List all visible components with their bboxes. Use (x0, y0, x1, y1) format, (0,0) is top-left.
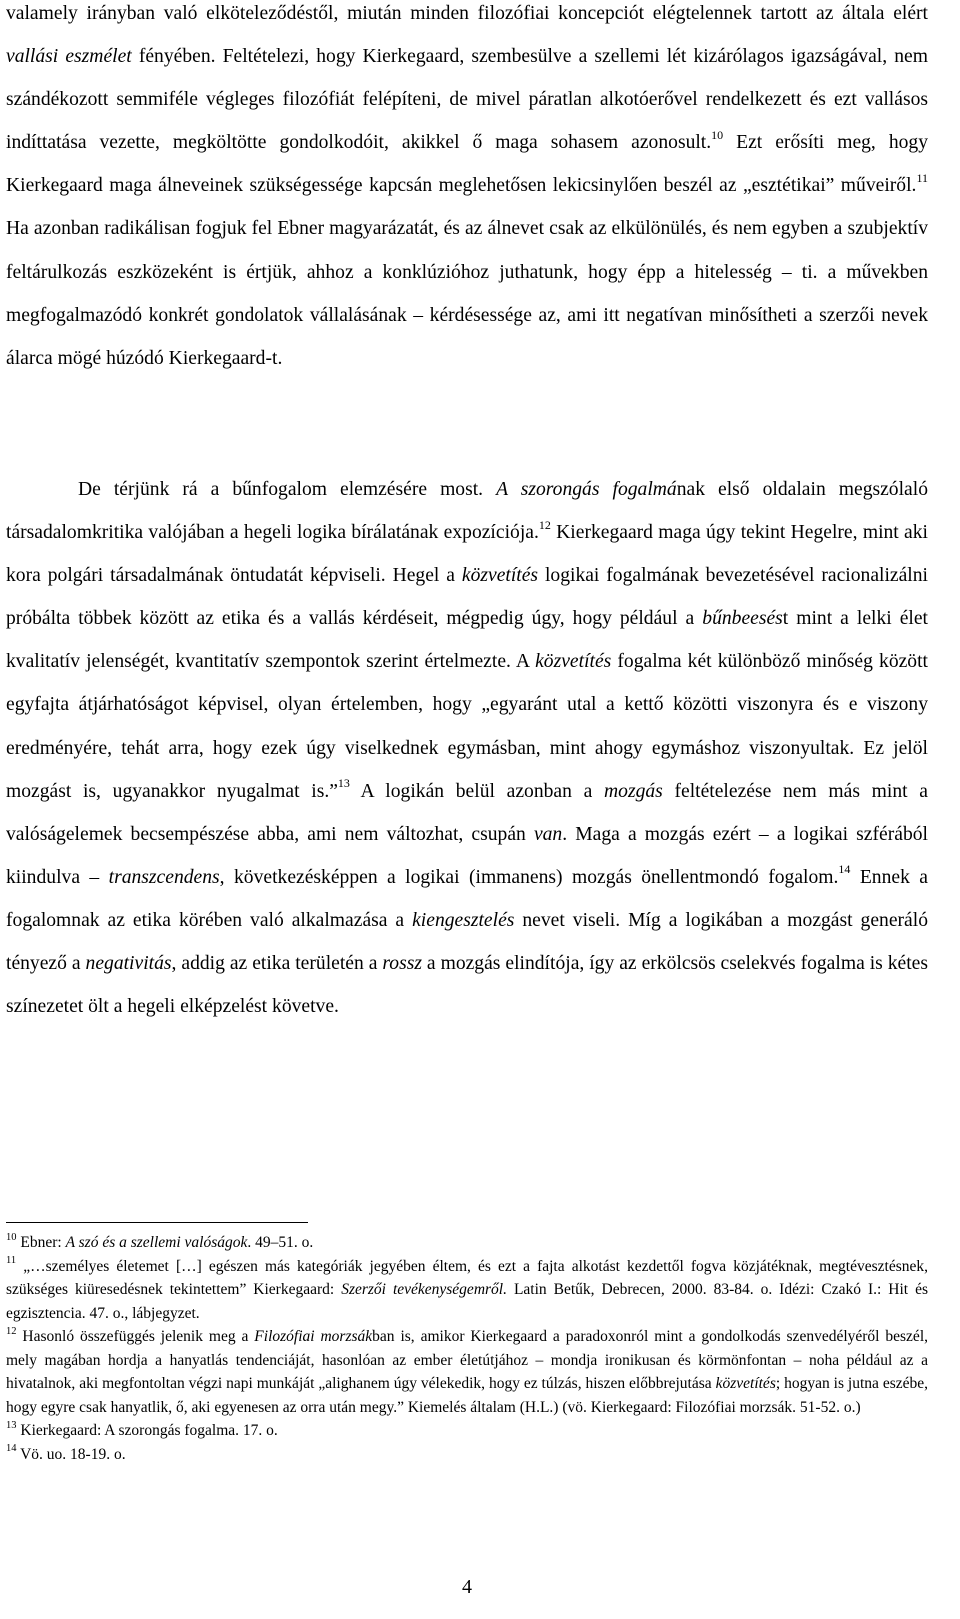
footnote-text: Hasonló összefüggés jelenik meg a (16, 1328, 255, 1345)
footnote-title: Filozófiai morzsák (254, 1328, 373, 1345)
text-run: valamely irányban való elköteleződéstől, miután minden filozófiai koncepciót elégtelennek tartott az általa elért (6, 3, 928, 24)
text-run: . Maga a mozgás ezért – a logikai szférából kiindulva – (6, 823, 928, 888)
text-run: , következésképpen a logikai (immanens) mozgás önellentmondó fogalom. (219, 866, 839, 888)
footnote-text: „…személyes életemet […] egészen más kategóriák jegyében éltem, és ezt a fajta alkotást kezdettől fogva közjátéknak, megtévesztésnek, szükséges kiüresedésnek tekintettem” Kierkegaard: (6, 1257, 928, 1298)
emphasis: transzcendens (108, 866, 220, 888)
emphasis: negativitás (85, 953, 172, 975)
text-run: Ezt erősíti meg, hogy Kierkegaard maga álneveinek szükségessége kapcsán meglehetősen lekicsinylően beszél az „esztétikai” műveiről. (6, 132, 929, 197)
emphasis: közvetítés (461, 565, 539, 587)
footnote-14 (6, 1443, 928, 1467)
footnote-ref-13: 13 (337, 776, 350, 791)
footnote-title: Szerzői tevékenységemről. (341, 1281, 507, 1298)
emphasis: van (533, 823, 563, 845)
text-run: Kierkegaard maga úgy tekint Hegelre, mint aki kora polgári társadalmának öntudatát képviseli. Hegel a (6, 522, 928, 587)
text-run: nevet viseli. Míg a logikában a mozgást generáló tényező a (6, 909, 928, 975)
text-run: nak első oldalain megszólaló társadalomkritika valójában a hegeli logika bírálatának expozíciója. (6, 479, 928, 544)
text-run: A logikán belül azonban a (349, 780, 604, 802)
text-run: De térjünk rá a bűnfogalom elemzésére most. (78, 479, 497, 500)
text-run: , addig az etika területén a (171, 953, 383, 975)
footnote-text: Ebner: (16, 1234, 66, 1251)
text-run: a mozgás elindítója, így az erkölcsös cselekvés fogalma is kétes színezetet ölt a hegeli elképzelést követve. (6, 953, 929, 1018)
text-run: fényében. Feltételezi, hogy Kierkegaard, szembesülve a szellemi lét kizárólagos igazságával, nem szándékozott semmiféle végleges filozófiát felépíteni, de mivel páratlan alkotóerővel rendelkezett és ezt vallásos indíttatása vezette, megköltötte gondolkodóit, akikkel ő maga sohasem azonosult. (6, 46, 928, 154)
footnote-text: Latin Betűk, Debrecen, 2000. 83-84. o. Idézi: Czakó I.: Hit és egzisztencia. 47. o., lábjegyzet. (6, 1281, 928, 1322)
footnote-13 (6, 1419, 928, 1443)
footnote-number: 14 (6, 1443, 17, 1455)
body-paragraph-1 (6, 0, 928, 380)
emphasis: közvetítés (715, 1375, 776, 1392)
emphasis: mozgás (604, 780, 663, 802)
footnote-number: 11 (6, 1255, 17, 1267)
footnote-separator (6, 1222, 308, 1223)
text-run: fogalma két különböző minőség között egyfajta átjárhatóságot képvisel, olyan értelemben, hogy „egyaránt utal a kettő közötti viszonyra és e viszony eredményére, tehát arra, hogy ezek úgy viselkednek egymásban, mint ahogy egymáshoz viszonyultak. Ez jelöl mozgást is, ugyanakkor nyugalmat is.” (6, 651, 928, 802)
footnote-ref-10: 10 (711, 127, 724, 142)
text-run: Ennek a fogalomnak az etika körében való alkalmazása a (6, 866, 928, 931)
emphasis: közvetítés (535, 651, 612, 673)
footnote-text: ban is, amikor Kierkegaard a paradoxonról mint a gondolkodás szenvedélyéről beszél, mely magában hordja a hanyatlás tendenciáját, hasonlóan az ember életútjához – mondja ironikusan és körmönfontan – noha például az a hivatalnok, aki megfontoltan végzi napi munkáját „alighanem úgy vélekedik, hogy ez túlzás, hiszen előbbrejutása (6, 1328, 928, 1392)
footnote-number: 10 (6, 1231, 17, 1243)
text-run: feltételezése nem más mint a valóságelemek becsempészése abba, ami nem változhat, csupán (6, 780, 928, 845)
footnote-ref-14: 14 (838, 862, 851, 877)
footnote-text: ; hogyan is jutna eszébe, hogy egyre csak hanyatlik, ő, aki egyenesen az orra után megy.” Kiemelés általam (H.L.) (vö. Kierkegaard: Filozófiai morzsák. 51-52. o.) (6, 1375, 928, 1416)
footnote-12 (6, 1325, 928, 1419)
footnote-number: 12 (6, 1325, 17, 1337)
page-number: 4 (462, 1576, 472, 1598)
emphasis: rossz (382, 953, 422, 975)
emphasis: bűnbeesés (702, 608, 783, 630)
footnote-number: 13 (6, 1419, 17, 1431)
emphasis: vallási eszmélet (6, 46, 132, 68)
footnote-10 (6, 1231, 928, 1255)
emphasis: kiengesztelés (412, 909, 515, 931)
footnote-11 (6, 1255, 928, 1326)
text-run: logikai fogalmának bevezetésével racionalizálni próbálta többek között az etika és a vallás kérdéseit, mégpedig úgy, hogy például a (6, 565, 928, 630)
footnote-text: Vö. uo. 18-19. o. (16, 1445, 126, 1463)
text-run: Ha azonban radikálisan fogjuk fel Ebner magyarázatát, és az álnevet csak az elkülönülés, és nem egyben a szubjektív feltárulkozás eszközeként is értjük, ahhoz a konklúzióhoz juthatunk, hogy épp a hitelesség – ti. a művekben megfogalmazódó konkrét gondolatok vállalásának – kérdésessége az, ami itt negatívan minősítheti a szerzői nevek álarca mögé húzódó Kierkegaard-t. (6, 218, 928, 369)
footnotes (6, 1231, 928, 1466)
footnote-ref-11: 11 (916, 170, 928, 185)
body-paragraph-2 (6, 468, 928, 1028)
footnote-title: A szó és a szellemi valóságok (65, 1234, 248, 1251)
footnote-ref-12: 12 (538, 517, 551, 532)
emphasis: A szorongás fogalmá (496, 479, 677, 500)
footnote-text: Kierkegaard: A szorongás fogalma. 17. o. (16, 1422, 278, 1439)
footnote-text: . 49–51. o. (247, 1234, 314, 1251)
text-run: t mint a lelki élet kvalitatív jelenségét, kvantitatív szempontok szerint értelmezte. A (6, 608, 928, 673)
